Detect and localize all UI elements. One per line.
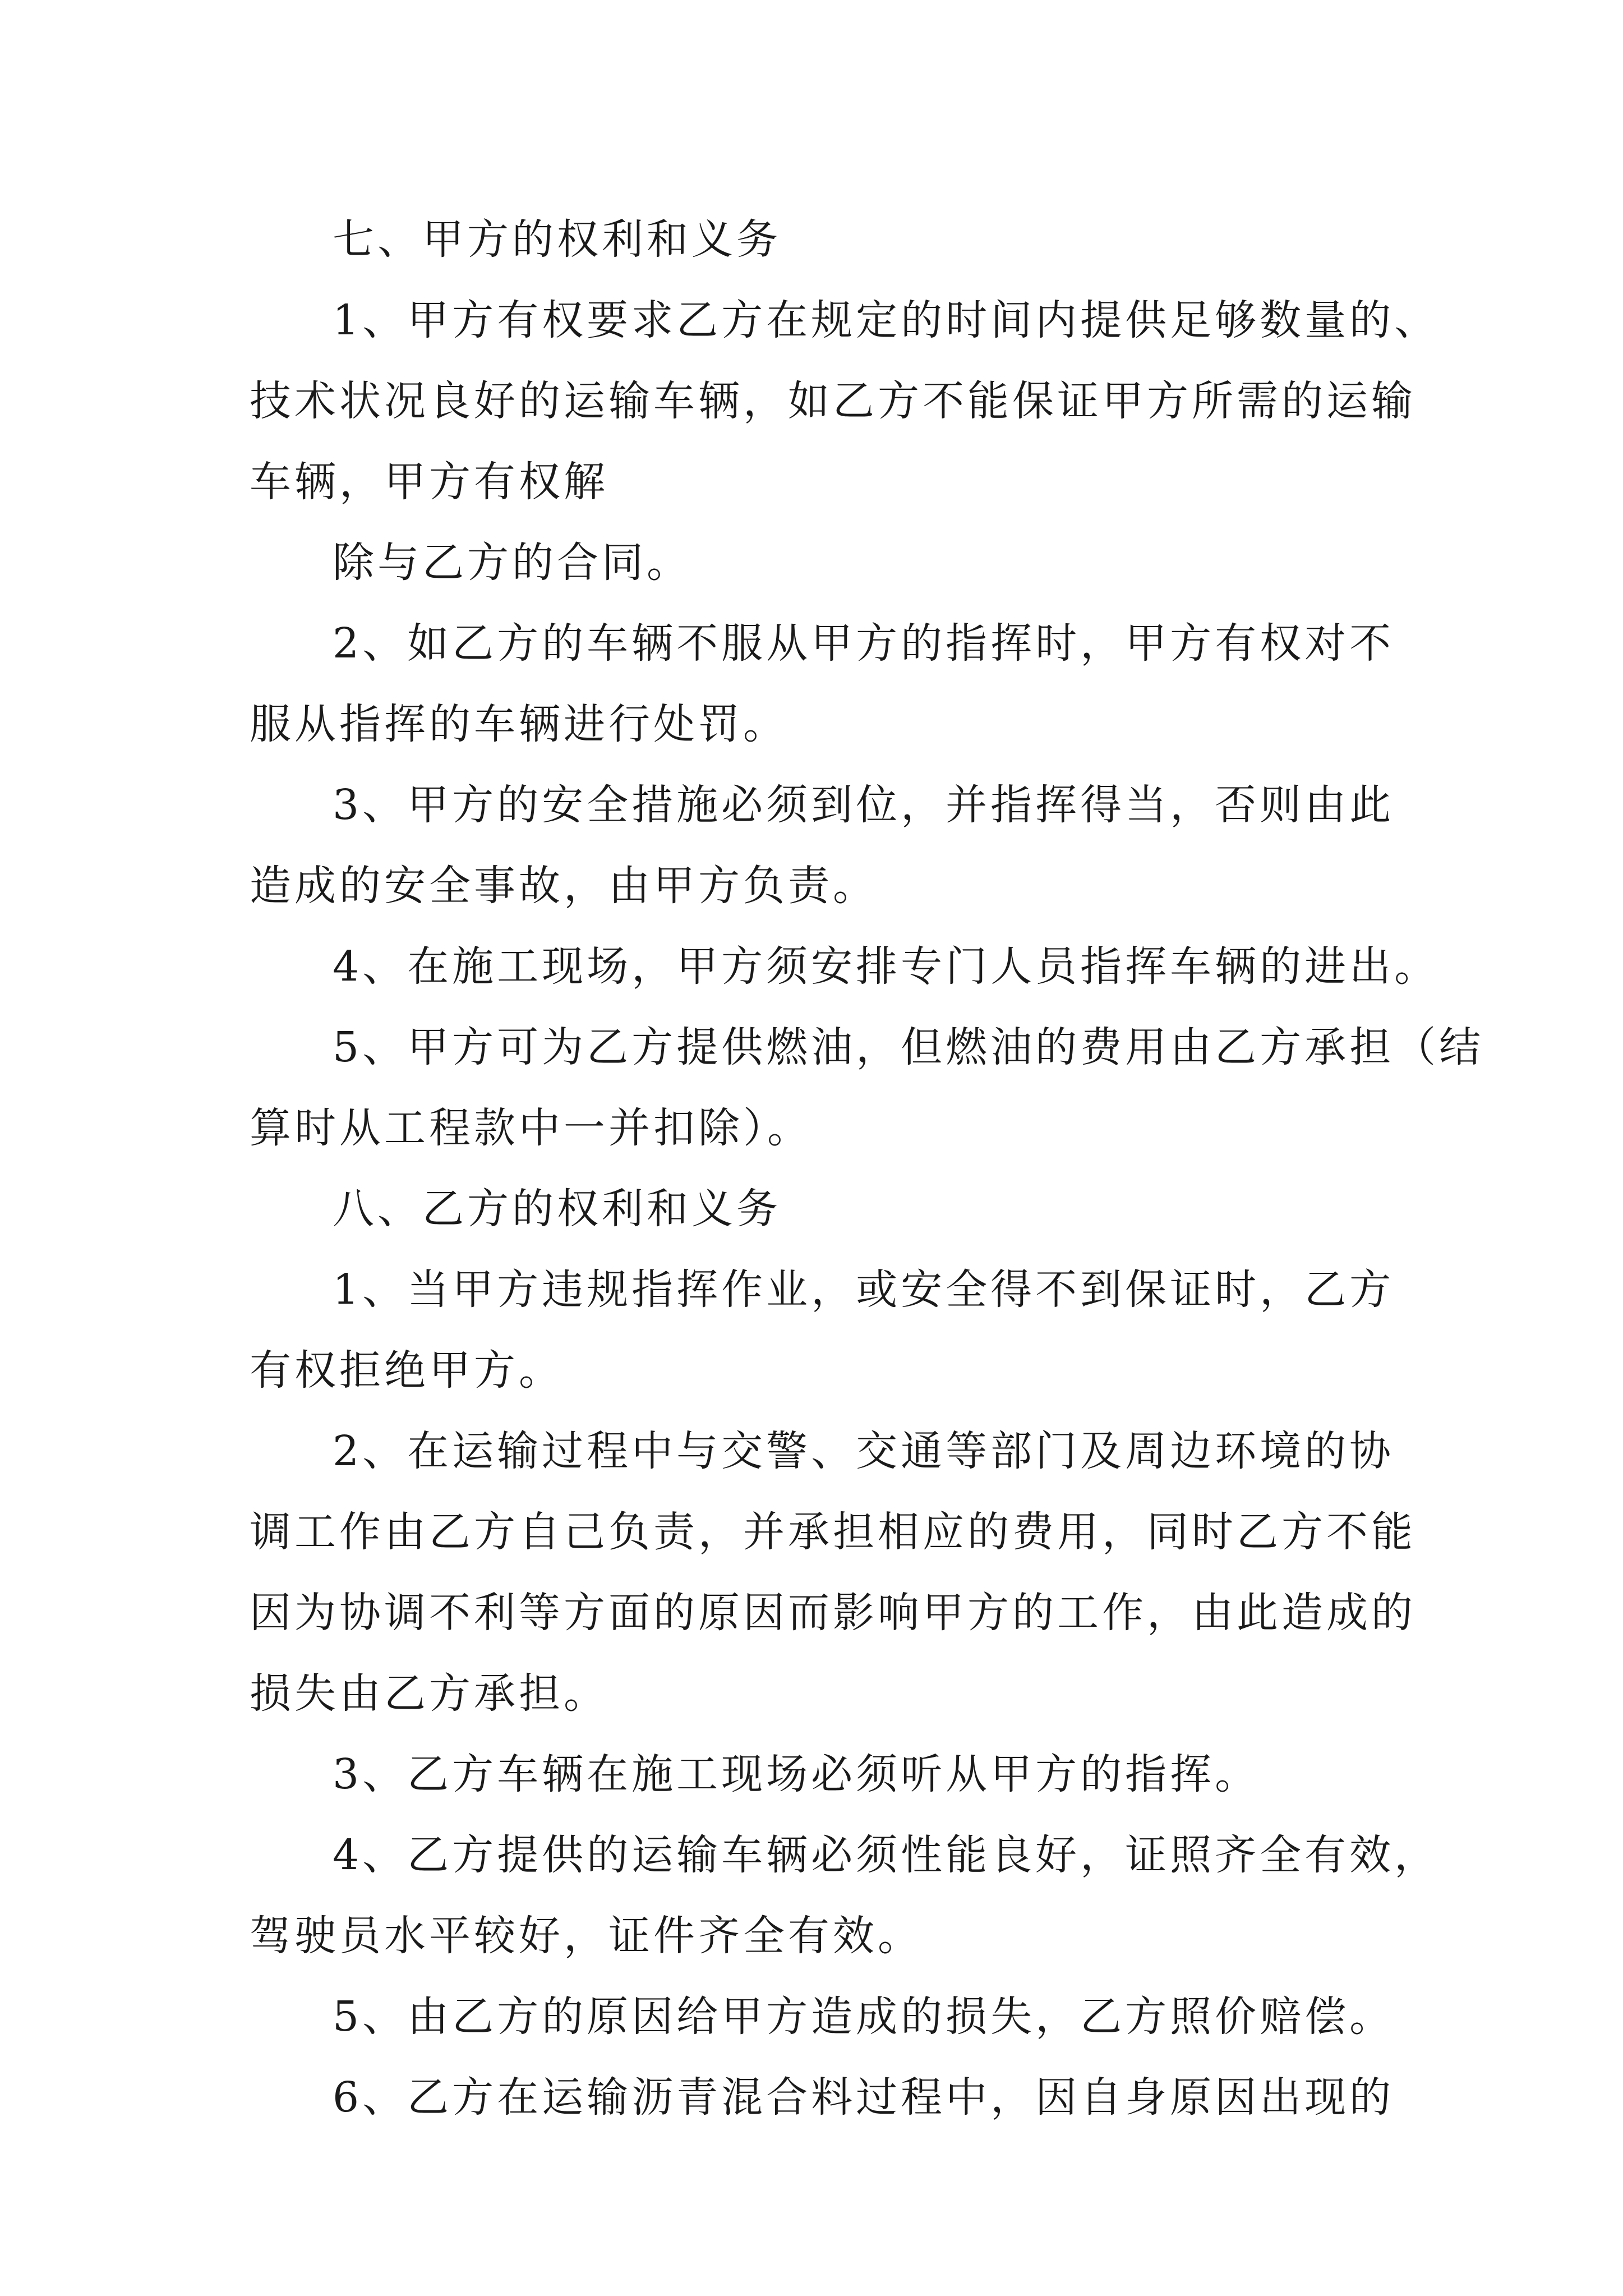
paragraph-line: 驾驶员水平较好，证件齐全有效。	[250, 1912, 923, 1960]
paragraph-line: 2、如乙方的车辆不服从甲方的指挥时，甲方有权对不	[333, 619, 1395, 668]
paragraph-line: 技术状况良好的运输车辆，如乙方不能保证甲方所需的运输	[250, 377, 1416, 425]
paragraph-line: 3、乙方车辆在施工现场必须听从甲方的指挥。	[333, 1750, 1260, 1798]
paragraph-line: 造成的安全事故，由甲方负责。	[250, 862, 878, 910]
paragraph-line: 车辆，甲方有权解	[250, 458, 608, 506]
document-body	[250, 199, 1484, 2138]
paragraph-line: 4、乙方提供的运输车辆必须性能良好，证照齐全有效，	[333, 1831, 1440, 1879]
section-heading-party-a: 七、甲方的权利和义务	[333, 215, 781, 264]
paragraph-line: 算时从工程款中一并扣除）。	[250, 1104, 812, 1152]
paragraph-line: 1、甲方有权要求乙方在规定的时间内提供足够数量的、	[333, 296, 1440, 344]
paragraph-line: 3、甲方的安全措施必须到位，并指挥得当，否则由此	[333, 781, 1395, 829]
paragraph-line: 4、在施工现场，甲方须安排专门人员指挥车辆的进出。	[333, 942, 1440, 991]
paragraph-line: 5、甲方可为乙方提供燃油，但燃油的费用由乙方承担（结	[333, 1023, 1484, 1071]
paragraph-line: 除与乙方的合同。	[333, 539, 691, 587]
paragraph-line: 5、由乙方的原因给甲方造成的损失，乙方照价赔偿。	[333, 1993, 1395, 2041]
paragraph-line: 损失由乙方承担。	[250, 1669, 608, 1718]
section-heading-party-b: 八、乙方的权利和义务	[333, 1185, 781, 1233]
paragraph-line: 服从指挥的车辆进行处罚。	[250, 700, 788, 748]
paragraph-line: 调工作由乙方自己负责，并承担相应的费用，同时乙方不能	[250, 1508, 1416, 1556]
paragraph-line: 2、在运输过程中与交警、交通等部门及周边环境的协	[333, 1427, 1395, 1475]
paragraph-line: 1、当甲方违规指挥作业，或安全得不到保证时，乙方	[333, 1266, 1395, 1314]
paragraph-line: 因为协调不利等方面的原因而影响甲方的工作，由此造成的	[250, 1589, 1416, 1637]
paragraph-line: 有权拒绝甲方。	[250, 1346, 564, 1395]
paragraph-line: 6、乙方在运输沥青混合料过程中，因自身原因出现的	[333, 2073, 1395, 2122]
